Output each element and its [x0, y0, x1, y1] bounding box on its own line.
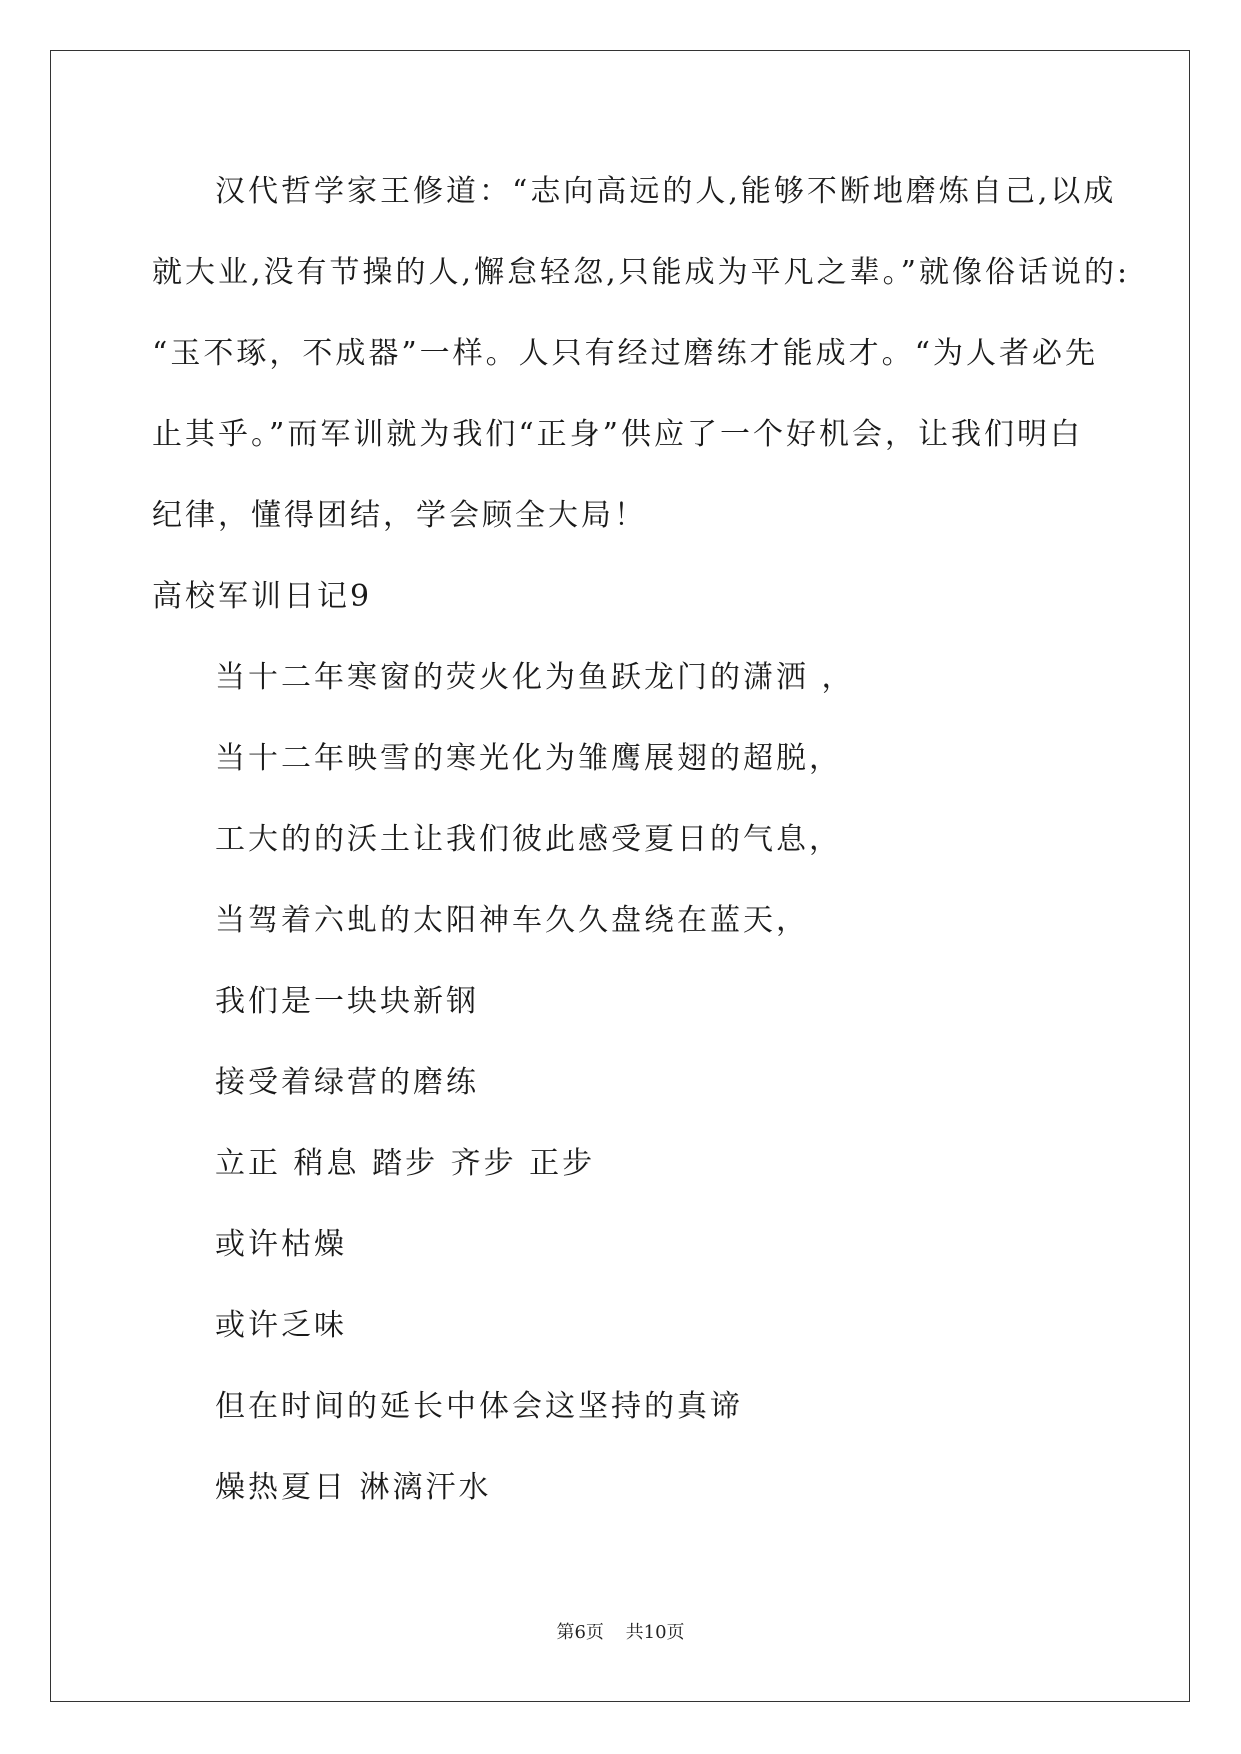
poem-line: 当驾着六虬的太阳神车久久盘绕在蓝天，: [215, 903, 809, 938]
poem-line: 立正 稍息 踏步 齐步 正步: [215, 1146, 596, 1181]
poem-line: 或许枯燥: [215, 1227, 347, 1262]
poem-line: 燥热夏日 淋漓汗水: [215, 1470, 492, 1505]
poem-line: 我们是一块块新钢: [215, 984, 479, 1019]
paragraph-line: “玉不琢，不成器”一样。人只有经过磨练才能成才。“为人者必先: [152, 336, 1099, 371]
poem-line: 但在时间的延长中体会这坚持的真谛: [215, 1389, 743, 1424]
poem-line: 接受着绿营的磨练: [215, 1065, 479, 1100]
poem-line: 当十二年映雪的寒光化为雏鹰展翅的超脱，: [215, 741, 842, 776]
paragraph-line: 就大业,没有节操的人,懈怠轻忽,只能成为平凡之辈。”就像俗话说的:: [152, 255, 1131, 290]
poem-line: 当十二年寒窗的荧火化为鱼跃龙门的潇洒 ，: [215, 660, 855, 695]
section-heading: 高校军训日记9: [152, 579, 373, 614]
poem-line: 工大的的沃土让我们彼此感受夏日的气息，: [215, 822, 842, 857]
page-footer: [0, 1618, 1241, 1644]
paragraph-line: 止其乎。”而军训就为我们“正身”供应了一个好机会，让我们明白: [152, 417, 1084, 452]
paragraph-line: 纪律，懂得团结，学会顾全大局！: [152, 498, 647, 533]
page-number-total: 共10页: [625, 1622, 685, 1643]
paragraph-line: 汉代哲学家王修道：“志向高远的人,能够不断地磨炼自己,以成: [215, 174, 1117, 209]
poem-line: 或许乏味: [215, 1308, 347, 1343]
page-number-current: 第6页: [556, 1622, 604, 1643]
document-body: [152, 160, 1131, 1537]
